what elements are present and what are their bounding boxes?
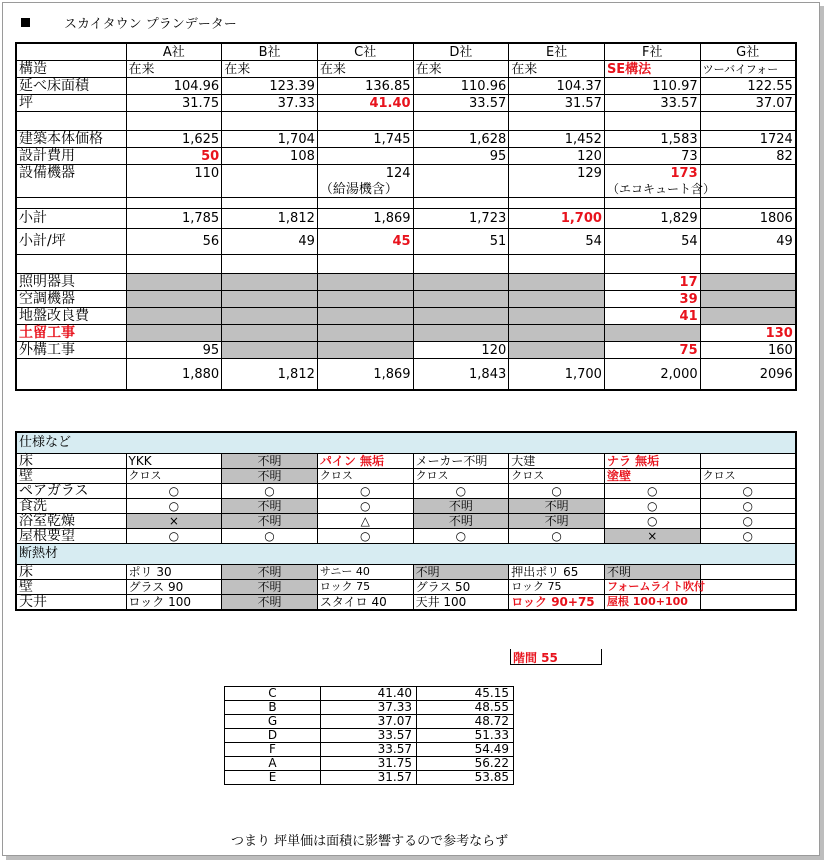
cell: 在来 <box>126 61 222 78</box>
row-label: 坪 <box>16 95 126 112</box>
cell: クロス <box>126 469 222 484</box>
aircon-row <box>16 291 796 308</box>
row-label: 照明器具 <box>16 274 126 291</box>
cell: ○ <box>604 484 700 499</box>
row-label: ペアガラス <box>16 484 126 499</box>
cell: 49 <box>700 229 796 255</box>
ranking-row <box>225 771 514 785</box>
cell: 110 <box>126 165 222 182</box>
ranking-cell: 31.57 <box>321 771 417 785</box>
cell: 2,000 <box>604 359 700 391</box>
cell: 37.33 <box>222 95 318 112</box>
cell: パイン 無垢 <box>317 454 413 469</box>
row-label: 天井 <box>16 595 126 611</box>
cell <box>700 580 796 595</box>
company-header: A社 <box>126 43 222 61</box>
cell: 押出ポリ 65 <box>509 565 605 580</box>
cell: 不明 <box>222 469 318 484</box>
ranking-cell: 45.15 <box>417 687 514 701</box>
cell <box>700 565 796 580</box>
cell: 1806 <box>700 209 796 229</box>
cell: 1,704 <box>222 131 318 148</box>
row-label: 地盤改良費 <box>16 308 126 325</box>
cell: ○ <box>700 514 796 529</box>
cell <box>700 165 796 182</box>
cell: × <box>126 514 222 529</box>
ranking-cell: 48.55 <box>417 701 514 715</box>
company-header-row <box>16 43 796 61</box>
spec-dishwasher-row <box>16 499 796 514</box>
cell: 33.57 <box>604 95 700 112</box>
cell: ポリ 30 <box>126 565 222 580</box>
cell: 1,625 <box>126 131 222 148</box>
cell: 120 <box>509 148 605 165</box>
cell: 1,869 <box>317 209 413 229</box>
ranking-cell: G <box>225 715 321 729</box>
row-label: 建築本体価格 <box>16 131 126 148</box>
base-price-row <box>16 131 796 148</box>
cell: ○ <box>509 529 605 544</box>
cell <box>317 148 413 165</box>
cell: ○ <box>413 529 509 544</box>
cell: 1,843 <box>413 359 509 391</box>
note-cell: （エコキュート含） <box>604 181 700 198</box>
cell: 95 <box>413 148 509 165</box>
cell: 在来 <box>222 61 318 78</box>
cell: クロス <box>700 469 796 484</box>
spec-floor-row <box>16 454 796 469</box>
subtotal-row <box>16 209 796 229</box>
spec-wall-row <box>16 469 796 484</box>
cell: 不明 <box>413 565 509 580</box>
ranking-cell: 54.49 <box>417 743 514 757</box>
cell: ○ <box>700 484 796 499</box>
ranking-cell: 51.33 <box>417 729 514 743</box>
note-cell: （給湯機含） <box>317 181 413 198</box>
cell <box>222 165 318 182</box>
cell: ツーバイフォー <box>700 61 796 78</box>
cell: 110.96 <box>413 78 509 95</box>
spacer-row <box>16 255 796 274</box>
ranking-cell: 37.07 <box>321 715 417 729</box>
row-label: 延べ床面積 <box>16 78 126 95</box>
cell: 不明 <box>604 565 700 580</box>
cell: 1,812 <box>222 209 318 229</box>
bullet-square-icon <box>21 18 30 27</box>
cell: 160 <box>700 342 796 359</box>
cell: ○ <box>413 484 509 499</box>
cell: 1,628 <box>413 131 509 148</box>
spacer-row <box>16 198 796 209</box>
lighting-row <box>16 274 796 291</box>
ranking-cell: 56.22 <box>417 757 514 771</box>
cell: YKK <box>126 454 222 469</box>
cell: 33.57 <box>413 95 509 112</box>
cell: クロス <box>509 469 605 484</box>
design-fee-row <box>16 148 796 165</box>
cell: 1,829 <box>604 209 700 229</box>
ranking-cell: 37.33 <box>321 701 417 715</box>
ranking-row <box>225 715 514 729</box>
cell: 31.75 <box>126 95 222 112</box>
footer-note: つまり 坪単価は面積に影響するので参考ならず <box>231 834 509 849</box>
cell <box>413 165 509 182</box>
cell: ○ <box>700 529 796 544</box>
ranking-cell: 33.57 <box>321 743 417 757</box>
cell: 1,723 <box>413 209 509 229</box>
cell: 31.57 <box>509 95 605 112</box>
cell: 41 <box>604 308 700 325</box>
insulation-ceiling-row <box>16 595 796 611</box>
cell: 54 <box>509 229 605 255</box>
cell: ○ <box>317 499 413 514</box>
cell: 不明 <box>509 499 605 514</box>
ranking-cell: 53.85 <box>417 771 514 785</box>
cell: 不明 <box>509 514 605 529</box>
cell: 不明 <box>222 514 318 529</box>
cell <box>700 595 796 611</box>
cell <box>700 454 796 469</box>
ranking-cell: E <box>225 771 321 785</box>
cell: 1,745 <box>317 131 413 148</box>
ranking-row <box>225 729 514 743</box>
cell: 不明 <box>222 499 318 514</box>
cell: ロック 90+75 <box>509 595 605 611</box>
ranking-cell: D <box>225 729 321 743</box>
company-header: D社 <box>413 43 509 61</box>
ground-improvement-row <box>16 308 796 325</box>
cell: 82 <box>700 148 796 165</box>
cell: 2096 <box>700 359 796 391</box>
cell: ロック 100 <box>126 595 222 611</box>
cost-comparison-table <box>15 42 797 391</box>
company-header: G社 <box>700 43 796 61</box>
cell: サニー 40 <box>317 565 413 580</box>
cell: ○ <box>126 529 222 544</box>
row-label: 小計/坪 <box>16 229 126 255</box>
document-title: スカイタウン プランデーター <box>21 13 237 32</box>
row-label: 空調機器 <box>16 291 126 308</box>
cell: フォームライト吹付 <box>604 580 700 595</box>
ranking-cell: B <box>225 701 321 715</box>
cell: ○ <box>222 529 318 544</box>
cell: 39 <box>604 291 700 308</box>
cell: ○ <box>604 499 700 514</box>
company-header: F社 <box>604 43 700 61</box>
section-header: 仕様など <box>16 432 796 454</box>
cell: 104.96 <box>126 78 222 95</box>
cell: ○ <box>700 499 796 514</box>
retaining-work-row <box>16 325 796 342</box>
structure-row <box>16 61 796 78</box>
spec-bathdryer-row <box>16 514 796 529</box>
cell: 屋根 100+100 <box>604 595 700 611</box>
cell: SE構法 <box>604 61 700 78</box>
cell: 在来 <box>413 61 509 78</box>
row-label: 壁 <box>16 580 126 595</box>
cell: グラス 50 <box>413 580 509 595</box>
cell: 在来 <box>317 61 413 78</box>
cell: 73 <box>604 148 700 165</box>
cell: ロック 75 <box>509 580 605 595</box>
ranking-cell: C <box>225 687 321 701</box>
ranking-body <box>225 687 514 785</box>
cell: 50 <box>126 148 222 165</box>
cell: 120 <box>413 342 509 359</box>
floor-area-row <box>16 78 796 95</box>
row-label: 浴室乾燥 <box>16 514 126 529</box>
cell: スタイロ 40 <box>317 595 413 611</box>
cell: ○ <box>126 499 222 514</box>
cell: 136.85 <box>317 78 413 95</box>
ranking-cell: 41.40 <box>321 687 417 701</box>
cell: 108 <box>222 148 318 165</box>
exterior-work-row <box>16 342 796 359</box>
row-label: 設備機器 <box>16 165 126 182</box>
subtotal-per-tsubo-row <box>16 229 796 255</box>
cell: メーカー不明 <box>413 454 509 469</box>
spec-table <box>15 431 797 611</box>
cell: 110.97 <box>604 78 700 95</box>
cell: 1,880 <box>126 359 222 391</box>
cell: 塗壁 <box>604 469 700 484</box>
cell: 不明 <box>222 595 318 611</box>
row-label: 床 <box>16 454 126 469</box>
section-header: 断熱材 <box>16 544 796 565</box>
cell: 天井 100 <box>413 595 509 611</box>
row-label: 構造 <box>16 61 126 78</box>
insulation-floor-row <box>16 565 796 580</box>
cell: 1,869 <box>317 359 413 391</box>
cell: 129 <box>509 165 605 182</box>
cell: 37.07 <box>700 95 796 112</box>
ranking-row <box>225 757 514 771</box>
row-label: 設計費用 <box>16 148 126 165</box>
cell: 1,700 <box>509 359 605 391</box>
company-header: B社 <box>222 43 318 61</box>
cell: 75 <box>604 342 700 359</box>
insulation-wall-row <box>16 580 796 595</box>
ranking-cell: A <box>225 757 321 771</box>
cell: 1,452 <box>509 131 605 148</box>
cell: グラス 90 <box>126 580 222 595</box>
cell: 1,812 <box>222 359 318 391</box>
row-label: 土留工事 <box>16 325 126 342</box>
cell: △ <box>317 514 413 529</box>
row-label: 食洗 <box>16 499 126 514</box>
cell: 17 <box>604 274 700 291</box>
cell: 173 <box>604 165 700 182</box>
cell: 45 <box>317 229 413 255</box>
ranking-cell: F <box>225 743 321 757</box>
cell: 在来 <box>509 61 605 78</box>
spec-roof-row <box>16 529 796 544</box>
cell: ロック 75 <box>317 580 413 595</box>
cell: クロス <box>413 469 509 484</box>
cell: ○ <box>222 484 318 499</box>
row-label: 屋根要望 <box>16 529 126 544</box>
row-label: 壁 <box>16 469 126 484</box>
company-header: C社 <box>317 43 413 61</box>
equipment-row <box>16 165 796 182</box>
cell: 不明 <box>413 514 509 529</box>
cell: 49 <box>222 229 318 255</box>
row-label: 床 <box>16 565 126 580</box>
tsubo-ranking-table <box>224 686 514 785</box>
cell: 54 <box>604 229 700 255</box>
tsubo-row <box>16 95 796 112</box>
insulation-extra-note: 階間 55 <box>510 649 602 665</box>
spec-pairglass-row <box>16 484 796 499</box>
cell: 1,785 <box>126 209 222 229</box>
cell: 122.55 <box>700 78 796 95</box>
ranking-row <box>225 701 514 715</box>
ranking-row <box>225 743 514 757</box>
cell: ナラ 無垢 <box>604 454 700 469</box>
cell: 不明 <box>222 580 318 595</box>
cell: 不明 <box>222 454 318 469</box>
cell: 41.40 <box>317 95 413 112</box>
cell: 95 <box>126 342 222 359</box>
ranking-row <box>225 687 514 701</box>
row-label: 小計 <box>16 209 126 229</box>
cell: ○ <box>317 484 413 499</box>
company-header: E社 <box>509 43 605 61</box>
cell: ○ <box>509 484 605 499</box>
ranking-cell: 31.75 <box>321 757 417 771</box>
cell: ○ <box>604 514 700 529</box>
cell: クロス <box>317 469 413 484</box>
cell: 56 <box>126 229 222 255</box>
cell: ○ <box>126 484 222 499</box>
cell: 1,583 <box>604 131 700 148</box>
cell: × <box>604 529 700 544</box>
ranking-cell: 33.57 <box>321 729 417 743</box>
spacer-row <box>16 112 796 131</box>
equipment-note-row <box>16 181 796 198</box>
cell: 104.37 <box>509 78 605 95</box>
row-label: 外構工事 <box>16 342 126 359</box>
cell: 不明 <box>413 499 509 514</box>
cell: 1724 <box>700 131 796 148</box>
cell: 51 <box>413 229 509 255</box>
cell: 123.39 <box>222 78 318 95</box>
cell: 大建 <box>509 454 605 469</box>
cell: 124 <box>317 165 413 182</box>
cell: ○ <box>317 529 413 544</box>
cell: 1,700 <box>509 209 605 229</box>
total-row <box>16 359 796 391</box>
cell: 130 <box>700 325 796 342</box>
ranking-cell: 48.72 <box>417 715 514 729</box>
cell: 不明 <box>222 565 318 580</box>
